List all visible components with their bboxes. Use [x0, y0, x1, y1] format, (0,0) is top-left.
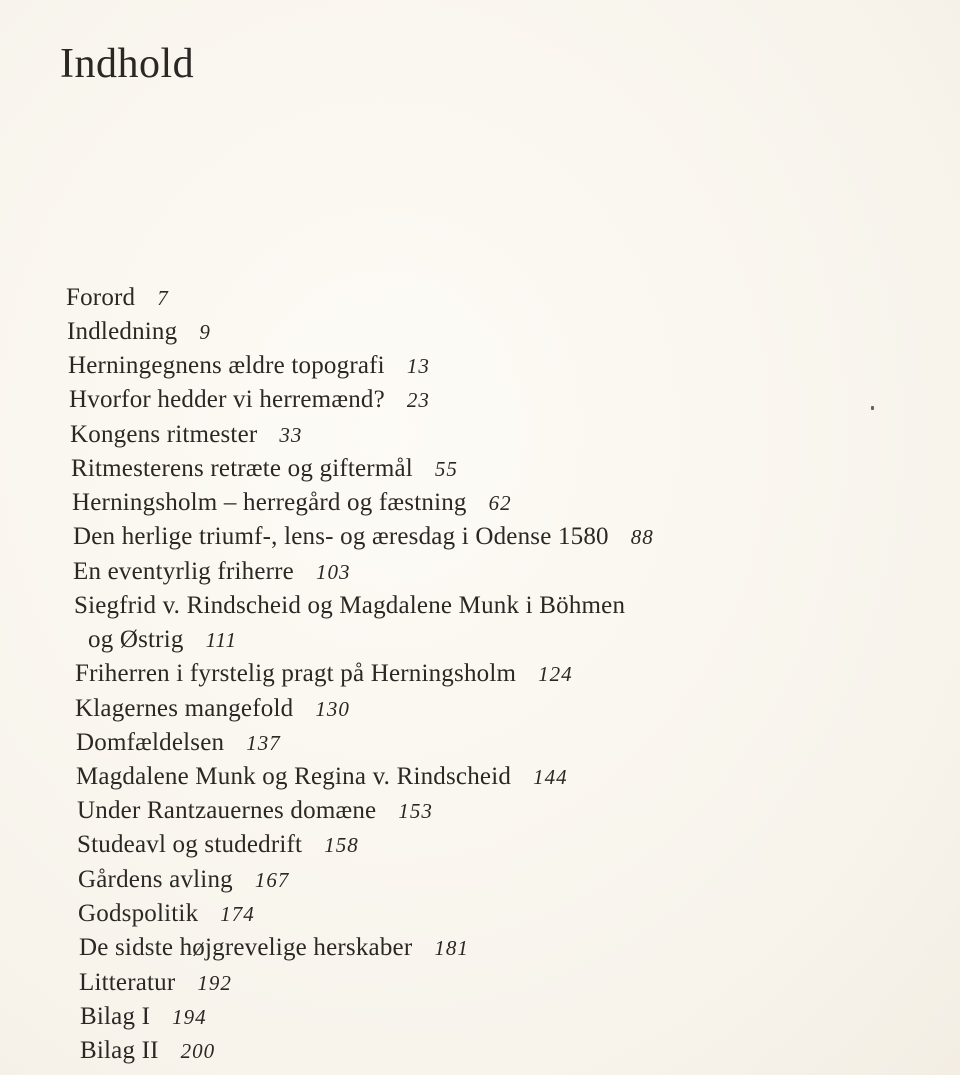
toc-entry — [70, 421, 302, 449]
toc-entry-title: Herningsholm – herregård og fæstning — [72, 489, 467, 516]
paper-speck — [871, 406, 874, 410]
toc-entry-page: 181 — [434, 936, 469, 960]
toc-entry — [80, 1037, 215, 1065]
toc-entry-page: 7 — [157, 286, 169, 310]
toc-entry-page: 144 — [533, 765, 568, 789]
toc-entry-title: Ritmesterens retræte og giftermål — [71, 455, 413, 482]
toc-entry-page: 23 — [406, 388, 430, 412]
toc-entry-title: En eventyrlig friherre — [73, 558, 294, 585]
toc-entry-page: 137 — [246, 731, 281, 755]
toc-entry — [68, 352, 430, 380]
toc-entry-page: 200 — [180, 1039, 216, 1063]
toc-entry-page: 153 — [398, 799, 433, 823]
toc-entry — [76, 729, 281, 757]
toc-entry-page: 158 — [324, 833, 359, 857]
toc-entry-page: 88 — [630, 525, 654, 549]
toc-entry-page: 194 — [172, 1005, 207, 1029]
toc-entry — [74, 592, 647, 620]
toc-entry — [66, 284, 169, 312]
toc-entry-page: 9 — [199, 320, 211, 344]
toc-entry — [73, 558, 350, 586]
toc-entry-page: 174 — [220, 902, 255, 926]
toc-entry-title: Under Rantzauernes domæne — [77, 797, 377, 824]
toc-entry — [71, 455, 458, 483]
toc-entry — [76, 763, 568, 791]
toc-entry — [75, 695, 350, 723]
toc-entry-title: Klagernes mangefold — [75, 695, 294, 722]
toc-entry — [80, 1003, 207, 1031]
toc-entry-page: 62 — [488, 491, 512, 515]
toc-entry-title: Godspolitik — [78, 900, 199, 927]
toc-entry — [77, 831, 359, 859]
toc-entry-page: 124 — [538, 662, 573, 686]
toc-entry-title: Den herlige triumf-, lens- og æresdag i Odense 1580 — [73, 523, 609, 550]
toc-entry-title: Indledning — [67, 318, 178, 345]
toc-entry-title: Bilag I — [80, 1003, 151, 1030]
toc-entry-page: 13 — [406, 354, 430, 378]
toc-entry — [78, 900, 255, 928]
toc-entry — [75, 660, 573, 688]
toc-entry — [79, 969, 232, 997]
toc-entry — [88, 626, 237, 654]
toc-entry-title: Magdalene Munk og Regina v. Rindscheid — [76, 763, 512, 790]
toc-entry-page: 111 — [205, 628, 237, 652]
toc-entry-title: Domfældelsen — [76, 729, 225, 756]
toc-entry-title: Kongens ritmester — [70, 421, 258, 448]
toc-entry — [79, 934, 469, 962]
page-title: Indhold — [60, 41, 195, 87]
toc-entry-page: 192 — [197, 971, 232, 995]
toc-entry-title: og Østrig — [88, 626, 184, 653]
toc-entry-title: Hvorfor hedder vi herremænd? — [69, 386, 385, 413]
toc-entry-title: Siegfrid v. Rindscheid og Magdalene Munk i Böhmen — [74, 592, 626, 619]
toc-entry — [78, 866, 289, 894]
toc-entry — [72, 489, 512, 517]
toc-entry-title: Litteratur — [79, 969, 176, 996]
toc-entry-page: 130 — [315, 697, 350, 721]
toc-entry-title: De sidste højgrevelige herskaber — [79, 934, 413, 961]
toc-entry-title: Bilag II — [80, 1037, 159, 1064]
toc-entry-page: 55 — [434, 457, 458, 481]
toc-entry-title: Herningegnens ældre topografi — [68, 352, 385, 379]
toc-entry-page: 103 — [315, 560, 351, 584]
toc-entry — [69, 386, 430, 414]
toc-entry-title: Friherren i fyrstelig pragt på Herningsholm — [75, 660, 517, 687]
toc-entry — [67, 318, 211, 346]
toc-entry-title: Studeavl og studedrift — [77, 831, 303, 858]
toc-entry — [73, 523, 654, 551]
toc-entry-title: Gårdens avling — [78, 866, 233, 893]
toc-entry-page: 33 — [279, 423, 303, 447]
toc-entry-page: 167 — [254, 868, 290, 892]
toc-entry — [77, 797, 433, 825]
toc-entry-title: Forord — [66, 284, 136, 311]
